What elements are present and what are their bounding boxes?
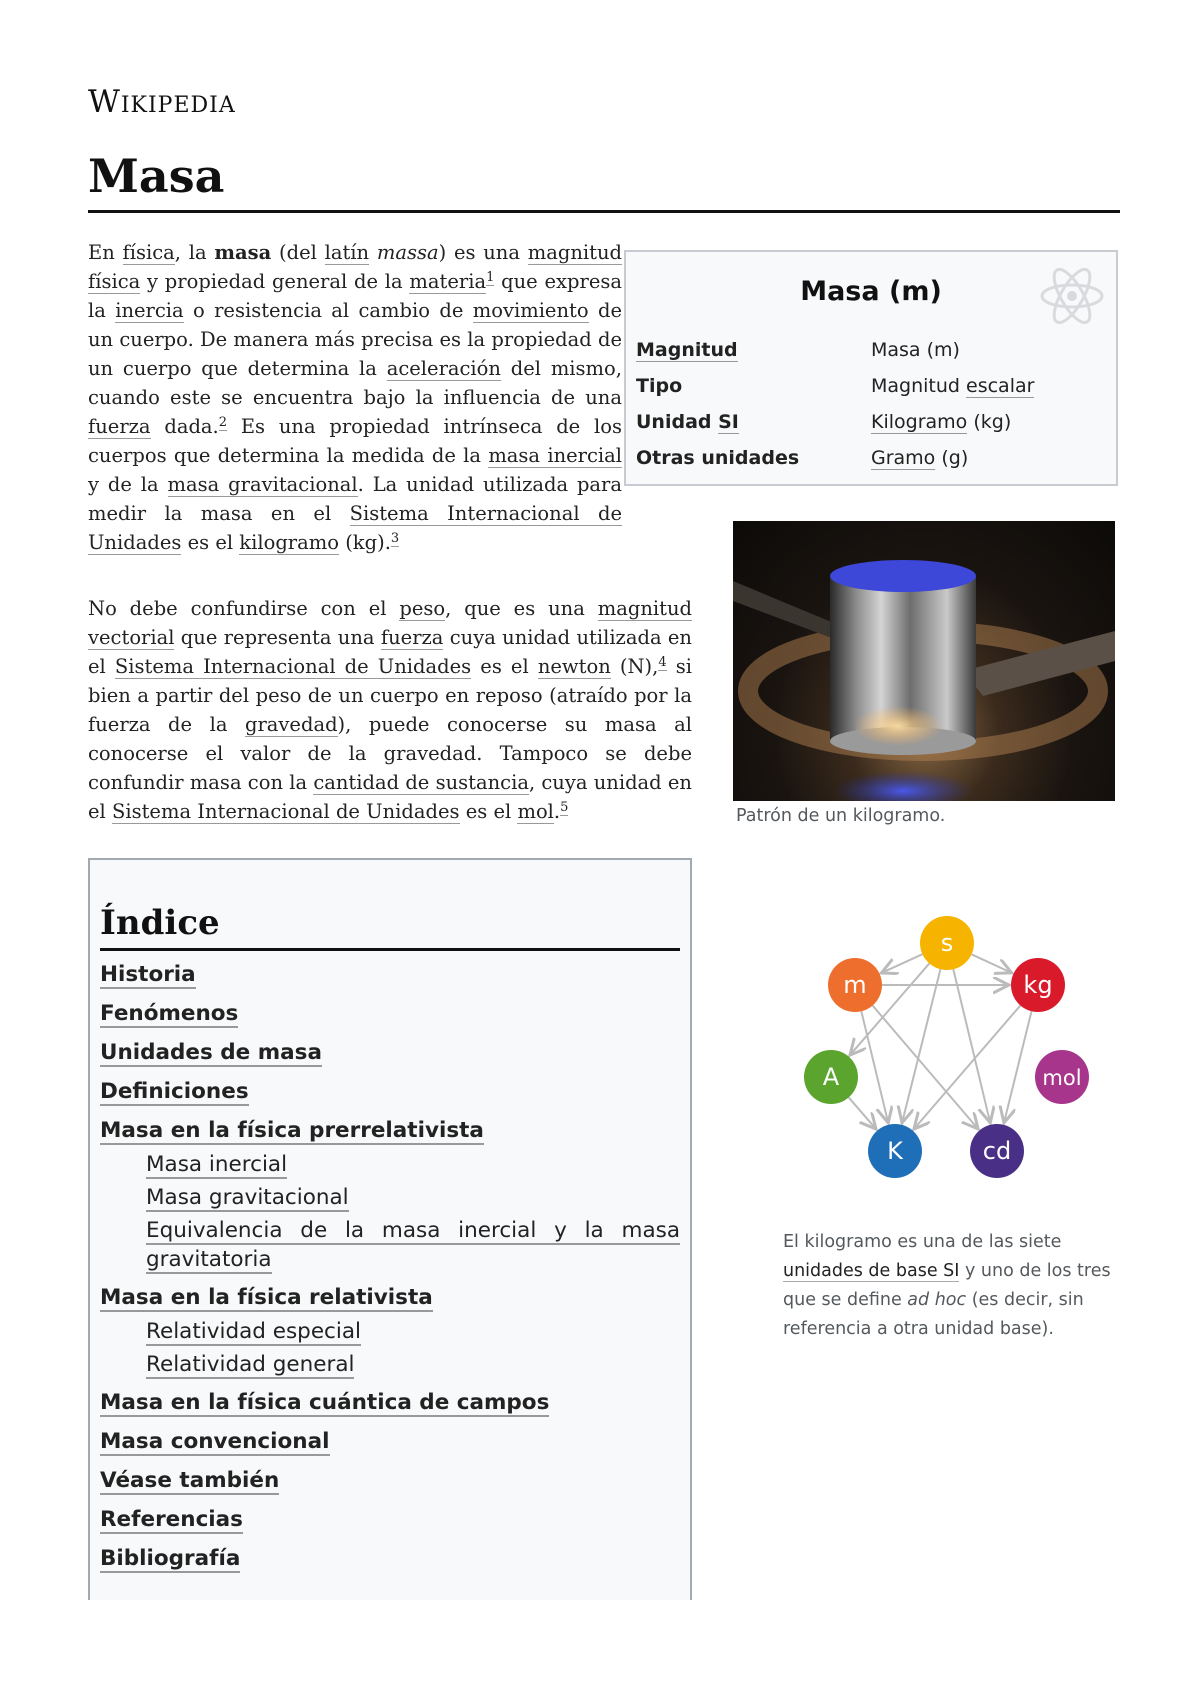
infobox-row xyxy=(636,440,1034,476)
unidades-base-si-link[interactable]: unidades de base SI xyxy=(783,1261,960,1281)
unit-label-m: m xyxy=(843,971,867,999)
infobox-value: Gramo (g) xyxy=(871,447,969,469)
newton-link[interactable]: newton xyxy=(537,655,611,678)
ref-3[interactable]: 3 xyxy=(390,530,400,546)
infobox-value: Masa (m) xyxy=(871,339,960,361)
intro-paragraph: En física, la masa (del latín massa) es una magnitud física y propiedad general de la materia$^1$ que expresa la inercia o resistencia al cambio de movimiento de un cuerpo. De manera más precisa es la propiedad de un cuerpo que determina la aceleración del mismo, cuando este se encuentra bajo la influencia de una fuerza dada.$^2$ Es una propiedad intrínseca de los cuerpos que determina la medida de la masa inercial y de la masa gravitacional. La unidad utilizada para medir la masa en el Sistema Internacional de Unidades es el kilogramo (kg).$^3$ xyxy=(88,238,692,557)
infobox-row xyxy=(636,368,1034,404)
table-of-contents xyxy=(88,858,692,1600)
aceleracion-link[interactable]: aceleración xyxy=(386,357,501,380)
unit-label-cd: cd xyxy=(982,1137,1012,1165)
toc-subitem[interactable]: Masa gravitacional xyxy=(146,1185,349,1210)
infobox-value: Kilogramo (kg) xyxy=(871,411,1012,433)
infobox-spacer xyxy=(622,238,692,512)
si-units-diagram[interactable] xyxy=(785,905,1115,1205)
infobox-value: Magnitud escalar xyxy=(871,375,1035,397)
inercia-link[interactable]: inercia xyxy=(115,299,184,322)
wikipedia-logo[interactable]: Wikipedia xyxy=(88,84,236,120)
unit-nodes xyxy=(804,916,1089,1178)
dependency-arrow xyxy=(1004,1011,1032,1123)
dependency-arrow xyxy=(861,1011,888,1123)
unit-label-s: s xyxy=(940,929,954,957)
toc-item[interactable]: Unidades de masa xyxy=(100,1040,322,1065)
si-link[interactable]: SI xyxy=(718,411,739,433)
photo-caption: Patrón de un kilogramo. xyxy=(736,806,946,826)
toc-subitem[interactable]: Equivalencia de la masa inercial y la masa gravitatoria xyxy=(146,1218,680,1272)
fuerza-link[interactable]: fuerza xyxy=(88,415,151,438)
magnitud-vectorial-link[interactable]: magnitud vectorial xyxy=(88,597,692,649)
gravedad-link[interactable]: gravedad xyxy=(244,713,338,736)
weight-paragraph: No debe confundirse con el peso, que es una magnitud vectorial que representa una fuerza cuya unidad utilizada en el Sistema Internacional de Unidades es el newton (N),$^4$ si bien a partir del peso de un cuerpo en reposo (atraído por la fuerza de la gravedad), puede conocerse su masa al conocerse el valor de la gravedad. Tampoco se debe confundir masa con la cantidad de sustancia, cuya unidad en el Sistema Internacional de Unidades es el mol.$^5$ xyxy=(88,597,692,823)
toc-item[interactable]: Bibliografía xyxy=(100,1546,241,1571)
infobox xyxy=(624,250,1118,486)
page-title: Masa xyxy=(88,146,1120,213)
peso-link[interactable]: peso xyxy=(399,597,446,620)
toc-sublist xyxy=(100,1150,680,1274)
dependency-arrow xyxy=(972,954,1012,973)
masa-gravitacional-link[interactable]: masa gravitacional xyxy=(167,473,358,496)
toc-title: Índice xyxy=(100,902,680,951)
masa-inercial-link[interactable]: masa inercial xyxy=(488,444,623,467)
toc-item[interactable]: Masa en la física relativista Relatividad especial Relatividad general xyxy=(100,1282,680,1379)
infobox-row xyxy=(636,332,1034,368)
infobox-table xyxy=(636,332,1034,476)
toc-list xyxy=(100,959,680,1574)
toc-item[interactable]: Masa convencional xyxy=(100,1429,330,1454)
kilogramo-link[interactable]: Kilogramo xyxy=(871,411,968,433)
magnitud-fisica-link[interactable]: magnitud física xyxy=(88,241,623,293)
toc-subitem[interactable]: Masa inercial xyxy=(146,1152,288,1177)
toc-sublist xyxy=(100,1317,680,1379)
infobox-label: Tipo xyxy=(636,375,683,397)
kilogram-photo[interactable] xyxy=(733,521,1115,801)
infobox-title: Masa (m) xyxy=(800,276,942,307)
movimiento-link[interactable]: movimiento xyxy=(472,299,589,322)
unit-label-K: K xyxy=(887,1137,903,1165)
toc-item[interactable]: Masa en la física prerrelativista Masa inercial Masa gravitacional Equivalencia de la masa inercial y la masa gravitatoria xyxy=(100,1118,680,1272)
si-link[interactable]: Sistema Internacional de Unidades xyxy=(88,502,622,554)
si-link-2[interactable]: Sistema Internacional de Unidades xyxy=(111,800,460,823)
infobox-label[interactable]: Magnitud xyxy=(636,339,738,361)
term-masa: masa xyxy=(214,241,272,264)
toc-item[interactable]: Definiciones xyxy=(100,1079,249,1104)
toc-subitem[interactable]: Relatividad general xyxy=(146,1352,355,1377)
infobox-label: Otras unidades xyxy=(636,447,800,469)
ref-1[interactable]: 1 xyxy=(486,269,495,285)
toc-item[interactable]: Historia xyxy=(100,962,196,987)
toc-item[interactable]: Fenómenos xyxy=(100,1001,239,1026)
infobox-label: Unidad SI xyxy=(636,411,739,433)
ref-4[interactable]: 4 xyxy=(658,654,667,670)
kilogramo-link[interactable]: kilogramo xyxy=(239,531,339,554)
si-link[interactable]: Sistema Internacional de Unidades xyxy=(114,655,472,678)
escalar-link[interactable]: escalar xyxy=(966,375,1035,397)
toc-item[interactable]: Referencias xyxy=(100,1507,243,1532)
ref-2[interactable]: 2 xyxy=(218,414,228,430)
latin-link[interactable]: latín xyxy=(324,241,370,264)
gramo-link[interactable]: Gramo xyxy=(871,447,936,469)
diagram-caption: El kilogramo es una de las siete unidades de base SI y uno de los tres que se define ad hoc (es decir, sin referencia a otra unidad base). xyxy=(783,1232,1111,1339)
kilogram-cylinder-image xyxy=(733,521,1115,801)
unit-label-mol: mol xyxy=(1042,1066,1082,1090)
unit-label-A: A xyxy=(822,1063,840,1091)
infobox-row xyxy=(636,404,1034,440)
toc-item[interactable]: Masa en la física cuántica de campos xyxy=(100,1390,550,1415)
fuerza-link[interactable]: fuerza xyxy=(380,626,444,649)
dependency-arrow xyxy=(873,1006,979,1129)
dependency-arrow xyxy=(849,1097,876,1129)
dependency-arrow xyxy=(881,954,922,973)
fisica-link[interactable]: física xyxy=(122,241,175,264)
ref-5[interactable]: 5 xyxy=(560,799,569,815)
toc-item[interactable]: Véase también xyxy=(100,1468,280,1493)
toc-subitem[interactable]: Relatividad especial xyxy=(146,1319,361,1344)
cantidad-sustancia-link[interactable]: cantidad de sustancia xyxy=(313,771,529,794)
mol-link[interactable]: mol xyxy=(517,800,554,823)
materia-link[interactable]: materia xyxy=(409,270,487,293)
atom-icon xyxy=(1038,262,1106,330)
unit-label-kg: kg xyxy=(1023,971,1053,999)
